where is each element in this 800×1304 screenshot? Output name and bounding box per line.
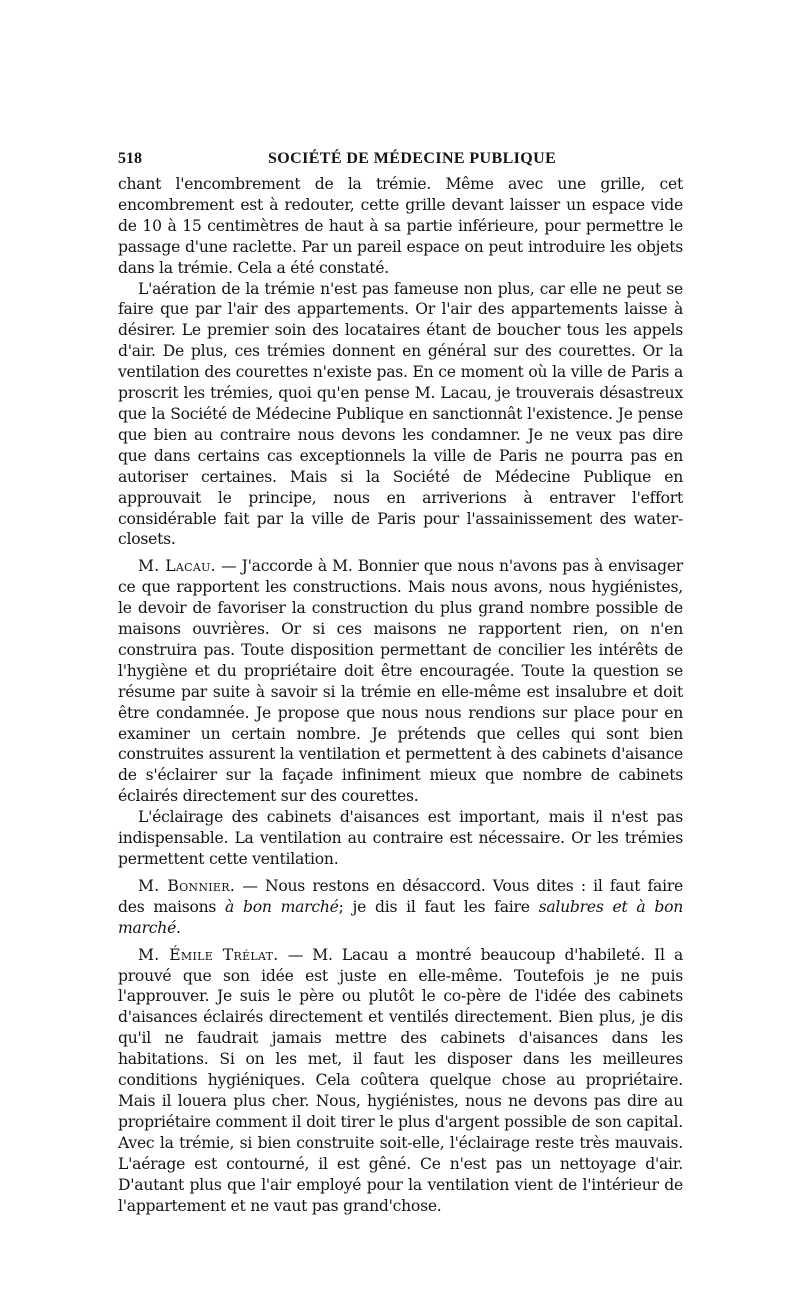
speaker-name: M. Bonnier. xyxy=(138,876,236,895)
book-page xyxy=(118,140,683,1216)
paragraph-eclairage: L'éclairage des cabinets d'aisances est important, mais il n'est pas indispensable. La ventilation au contraire est nécessaire. Or les trémies permettent cette ventilation. xyxy=(118,808,683,868)
paragraph-aeration: L'aération de la trémie n'est pas fameuse non plus, car elle ne peut se faire que par l'air des appartements. Or l'air des appartements laisse à désirer. Le premier soin des locataires étant de boucher tous les appels d'air. De plus, ces trémies donnent en général sur des courettes. Or la ventilation des courettes n'existe pas. En ce moment où la ville de Paris a proscrit les trémies, quoi qu'en pense M. Lacau, je trouverais désastreux que la Société de Médecine Publique en sanctionnât l'existence. Je pense que bien au contraire nous devons les condamner. Je ne veux pas dire que dans certains cas exceptionnels la ville de Paris ne pourra pas en autoriser certaines. Mais si la Société de Médecine Publique en approuvait le principe, nous en arriverions à entraver l'effort considérable fait par la ville de Paris pour l'assainissement des water-closets. xyxy=(118,279,683,549)
paragraph-text: — Nous restons en désaccord. Vous dites : il faut faire des maisons xyxy=(118,876,683,916)
paragraph-lacau xyxy=(118,556,683,807)
speaker-name: M. Émile Trélat. xyxy=(138,945,279,964)
page-number: 518 xyxy=(118,150,142,167)
emphasis-text: salubres et à bon marché. xyxy=(118,897,684,937)
paragraph-bonnier xyxy=(118,876,683,939)
running-title: SOCIÉTÉ DE MÉDECINE PUBLIQUE xyxy=(268,150,557,167)
emphasis-text: à bon marché xyxy=(225,897,339,916)
paragraph-text: ; je dis il faut les faire xyxy=(338,897,539,916)
paragraph-continuation: chant l'encombrement de la trémie. Même avec une grille, cet encombrement est à redouter, cette grille devant laisser un espace vide de 10 à 15 centimètres de haut à sa partie inférieure, pour permettre le passage d'une raclette. Par un pareil espace on peut introduire les objets dans la trémie. Cela a été constaté. xyxy=(118,175,683,277)
paragraph-text: — M. Lacau a montré beaucoup d'habileté. Il a prouvé que son idée est juste en elle-même. Toutefois je ne puis l'approuver. Je suis le père ou plutôt le co-père de l'idée des cabinets d'aisances éclairés directement et ventilés directement. Bien plus, je dis qu'il ne faudrait jamais mettre des cabinets d'aisances dans les habitations. Si on les met, il faut les disposer dans les meilleures conditions hygiéniques. Cela coûtera quelque chose au propriétaire. Mais il louera plus cher. Nous, hygiénistes, nous ne devons pas dire au propriétaire comment il doit tirer le plus d'argent possible de son capital. Avec la trémie, si bien construite soit-elle, l'éclairage reste très mauvais. L'aérage est contourné, il est gêné. Ce n'est pas un nettoyage d'air. D'autant plus que l'air employé pour la ventilation vient de l'intérieur de l'appartement et ne vaut pas grand'chose. xyxy=(118,945,683,1215)
speaker-name: M. Lacau. xyxy=(138,557,216,576)
paragraph-trelat xyxy=(118,945,683,1217)
page-header xyxy=(118,140,683,174)
paragraph-text: — J'accorde à M. Bonnier que nous n'avons pas à envisager ce que rapportent les constructions. Mais nous avons, nous hygiénistes, le devoir de favoriser la construction du plus grand nombre possible de maisons ouvrières. Or si ces maisons ne rapportent rien, on n'en construira pas. Toute disposition permettant de concilier les intérêts de l'hygiène et du propriétaire doit être encouragée. Toute la question se résume par suite à savoir si la trémie en elle-même est insalubre et doit être condamnée. Je propose que nous nous rendions sur place pour en examiner un certain nombre. Je prétends que celles qui sont bien construites assurent la ventilation et permettent à des cabinets d'aisance de s'éclairer sur la façade infiniment mieux que nombre de cabinets éclairés directement sur des courettes. xyxy=(118,557,684,806)
